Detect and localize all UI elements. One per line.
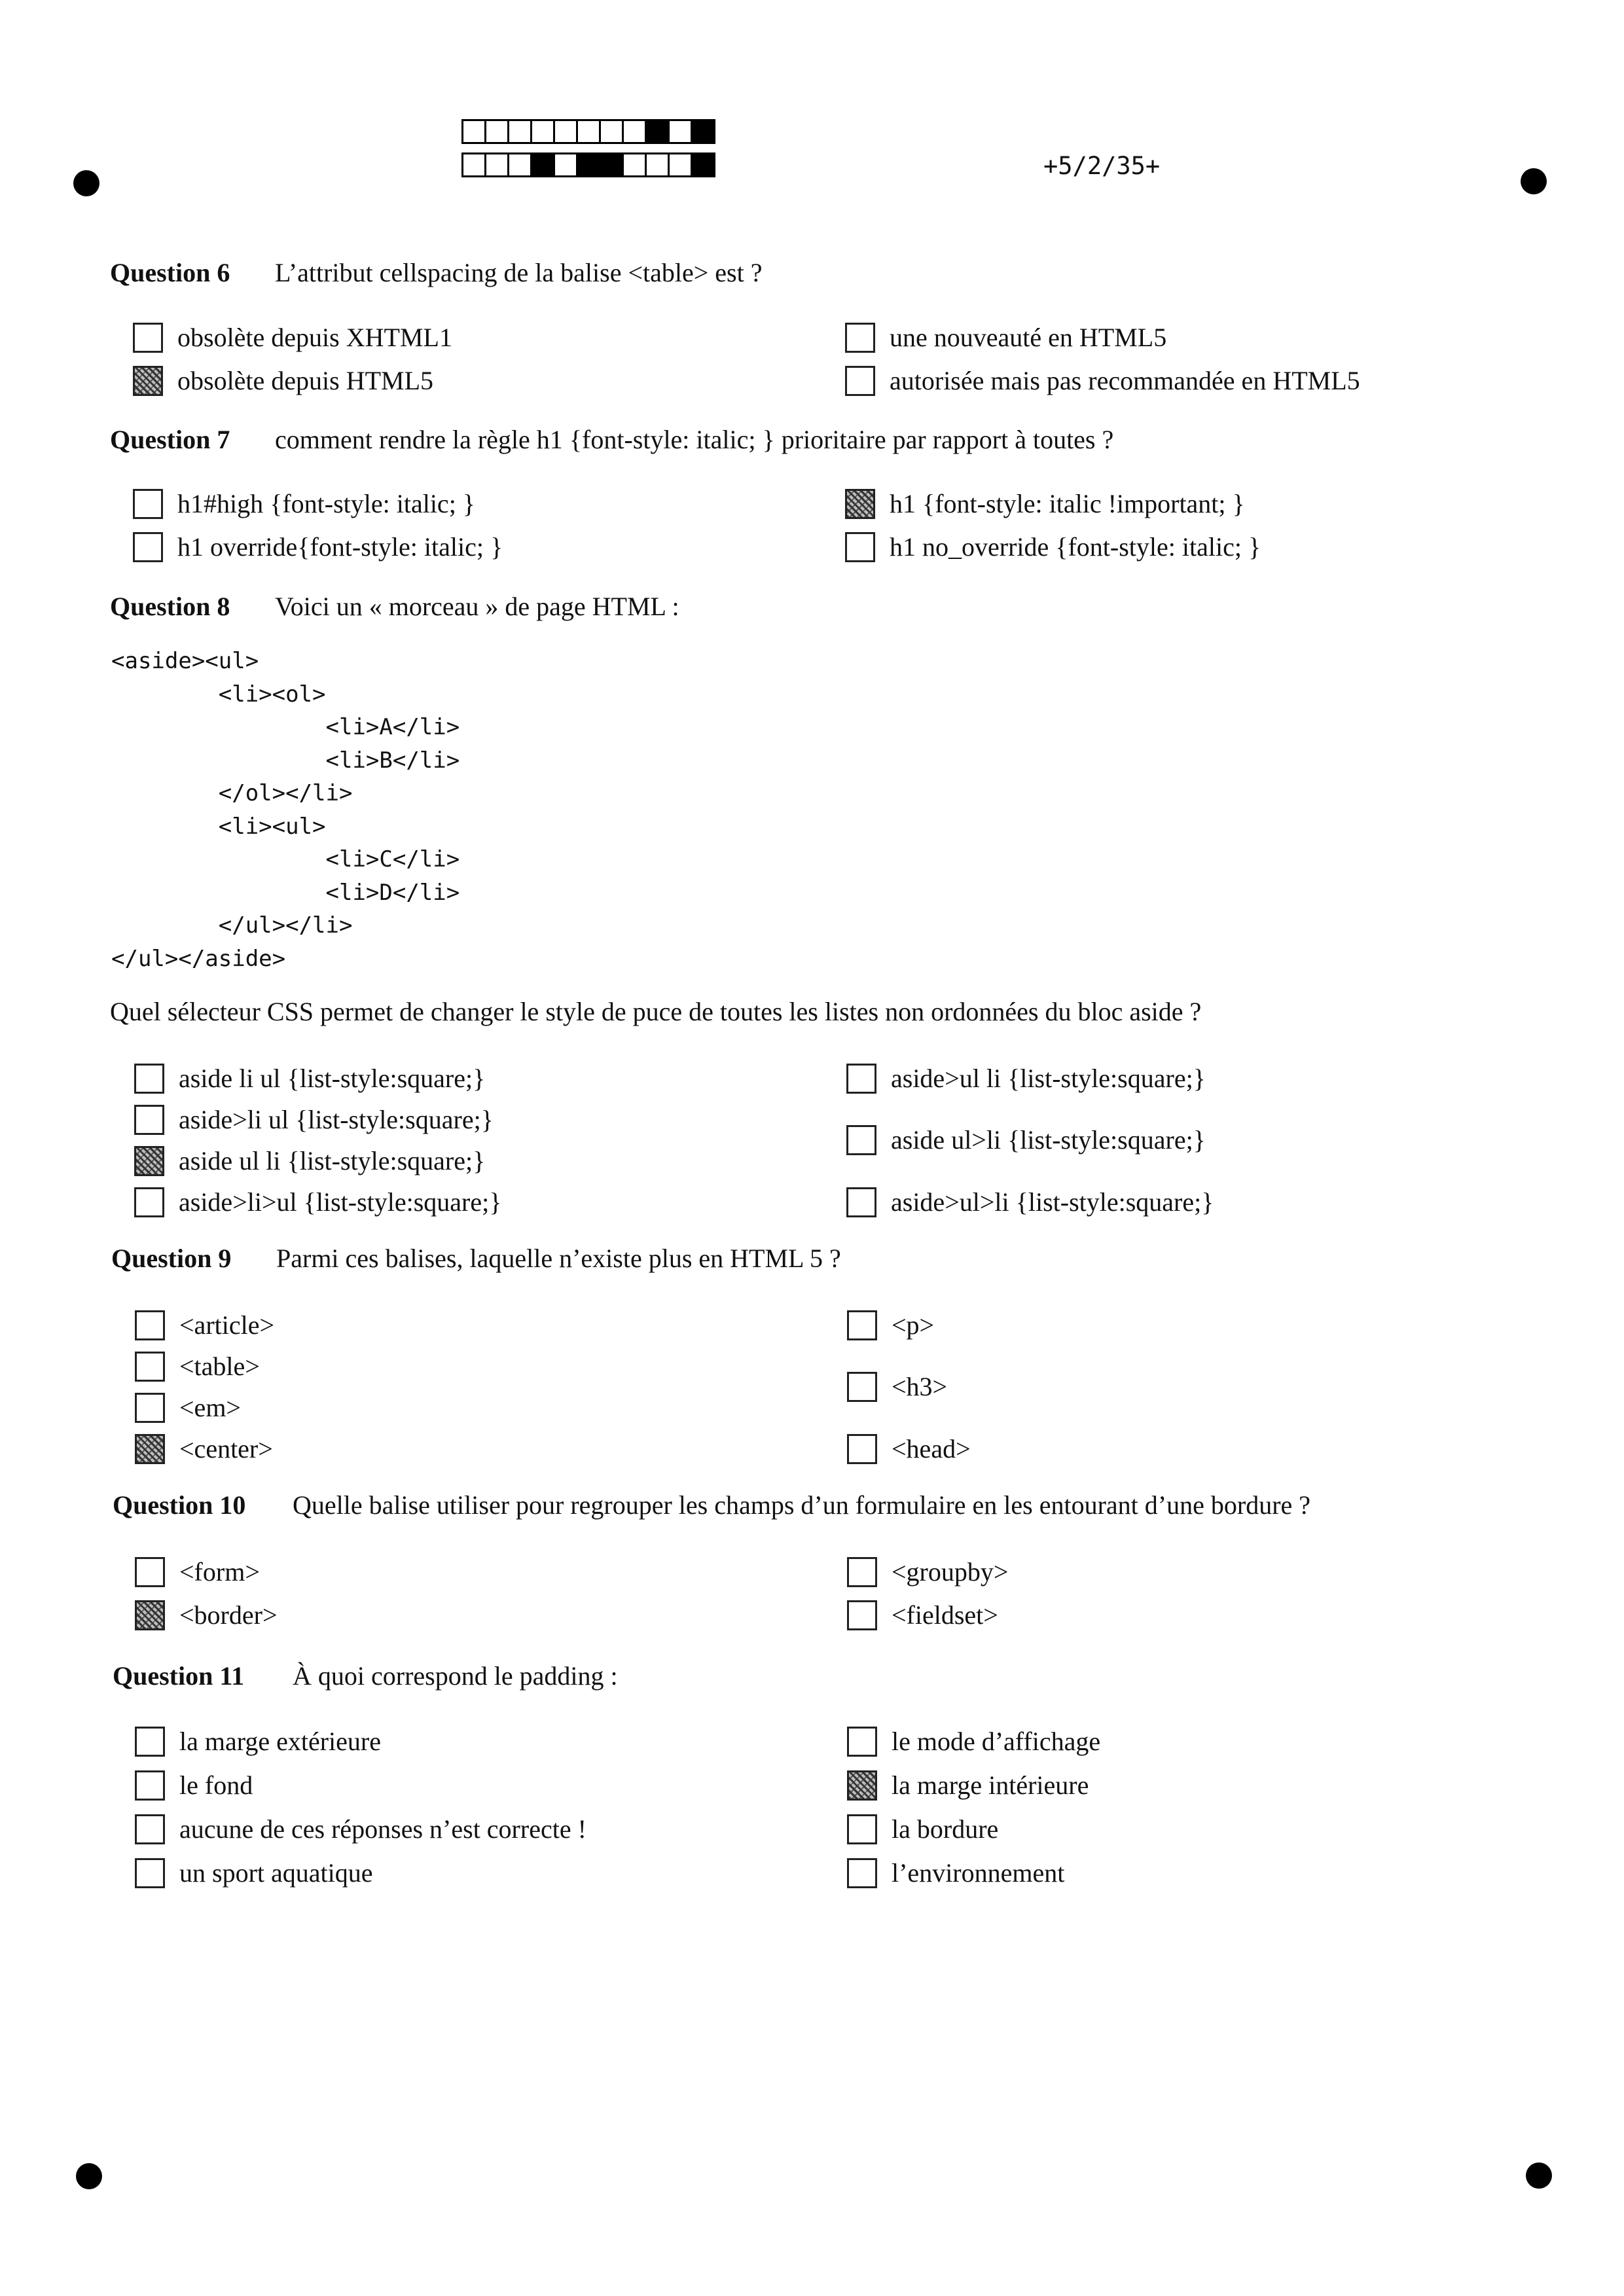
question-7-label: Question 7 <box>110 425 230 454</box>
q6-option-3-label: une nouveauté en HTML5 <box>890 323 1167 352</box>
q6-option-1-checkbox[interactable] <box>133 323 163 353</box>
q11-option-8[interactable] <box>847 1857 1064 1888</box>
barcode-cell <box>622 152 647 177</box>
q10-option-3-checkbox[interactable] <box>847 1557 877 1587</box>
question-8-text: Voici un « morceau » de page HTML : <box>275 592 679 621</box>
q8-option-4-label: aside>li>ul {list-style:square;} <box>179 1187 502 1217</box>
q9-option-1-label: <article> <box>179 1310 275 1340</box>
q7-option-3-checkbox[interactable] <box>845 489 875 519</box>
q8-option-6-label: aside ul>li {list-style:square;} <box>891 1125 1206 1155</box>
q11-option-5-label: le mode d’affichage <box>892 1727 1101 1756</box>
question-11-label: Question 11 <box>113 1661 245 1691</box>
question-6-text: L’attribut cellspacing de la balise <table> est ? <box>275 258 763 287</box>
q7-option-2-label: h1 override{font-style: italic; } <box>177 532 503 562</box>
q7-option-1[interactable] <box>133 488 475 519</box>
barcode-cell <box>622 119 647 144</box>
q11-option-3[interactable] <box>135 1814 586 1844</box>
q8-option-6[interactable] <box>846 1124 1206 1155</box>
registration-mark-top-right <box>1521 168 1547 194</box>
q11-option-1-label: la marge extérieure <box>179 1727 381 1756</box>
q8-option-3-checkbox[interactable] <box>134 1146 164 1176</box>
q8-option-2[interactable] <box>134 1104 494 1135</box>
q10-option-1-label: <form> <box>179 1557 260 1587</box>
question-10-text: Quelle balise utiliser pour regrouper les champs d’un formulaire en les entourant d’une bordure ? <box>293 1490 1311 1520</box>
q9-option-5-checkbox[interactable] <box>847 1310 877 1340</box>
barcode-cell <box>553 152 578 177</box>
barcode-cell <box>576 152 601 177</box>
q6-option-4-checkbox[interactable] <box>845 366 875 396</box>
q6-option-3[interactable] <box>845 322 1166 353</box>
q10-option-1[interactable] <box>135 1556 260 1587</box>
q11-option-4-label: un sport aquatique <box>179 1858 373 1888</box>
q6-option-3-checkbox[interactable] <box>845 323 875 353</box>
q6-option-1-label: obsolète depuis XHTML1 <box>177 323 452 352</box>
q10-option-4[interactable] <box>847 1600 998 1630</box>
q6-option-1[interactable] <box>133 322 452 353</box>
q9-option-6-checkbox[interactable] <box>847 1372 877 1402</box>
barcode-cell <box>461 119 486 144</box>
barcode-cell <box>507 119 532 144</box>
q8-option-1-label: aside li ul {list-style:square;} <box>179 1064 486 1093</box>
barcode-cell <box>645 119 670 144</box>
q8-option-5[interactable] <box>846 1063 1206 1094</box>
q9-option-4-label: <center> <box>179 1434 273 1463</box>
registration-mark-top-left <box>73 170 99 196</box>
question-11-text: À quoi correspond le padding : <box>293 1661 618 1691</box>
q7-option-3[interactable] <box>845 488 1245 519</box>
question-9-text: Parmi ces balises, laquelle n’existe plus en HTML 5 ? <box>276 1244 841 1273</box>
q9-option-1-checkbox[interactable] <box>135 1310 165 1340</box>
q7-option-4[interactable] <box>845 531 1261 562</box>
q7-option-4-label: h1 no_override {font-style: italic; } <box>890 532 1261 562</box>
question-10-heading <box>113 1490 1310 1520</box>
barcode-cell <box>599 119 624 144</box>
q11-option-6[interactable] <box>847 1770 1089 1801</box>
q8-option-1-checkbox[interactable] <box>134 1064 164 1094</box>
q8-option-6-checkbox[interactable] <box>846 1125 876 1155</box>
barcode-cell <box>691 152 715 177</box>
question-8-heading <box>110 591 679 622</box>
q8-option-1[interactable] <box>134 1063 485 1094</box>
q9-option-3[interactable] <box>135 1392 241 1423</box>
q11-option-2-label: le fond <box>179 1770 253 1800</box>
q11-option-8-label: l’environnement <box>892 1858 1065 1888</box>
q10-option-3-label: <groupby> <box>892 1557 1009 1587</box>
registration-mark-bottom-left <box>76 2163 102 2189</box>
q9-option-6-label: <h3> <box>892 1372 948 1401</box>
q10-option-4-checkbox[interactable] <box>847 1600 877 1630</box>
q10-option-2[interactable] <box>135 1600 278 1630</box>
question-11-heading <box>113 1660 618 1691</box>
q9-option-7-checkbox[interactable] <box>847 1434 877 1464</box>
q7-option-2[interactable] <box>133 531 503 562</box>
q9-option-2-label: <table> <box>179 1352 260 1381</box>
q10-option-3[interactable] <box>847 1556 1008 1587</box>
q6-option-4-label: autorisée mais pas recommandée en HTML5 <box>890 366 1360 395</box>
barcode-cell <box>668 119 693 144</box>
barcode-cell <box>576 119 601 144</box>
q7-option-1-checkbox[interactable] <box>133 489 163 519</box>
q11-option-7-label: la bordure <box>892 1814 999 1844</box>
barcode-cell <box>645 152 670 177</box>
q9-option-5-label: <p> <box>892 1310 935 1340</box>
barcode-cell <box>530 119 555 144</box>
q11-option-6-checkbox[interactable] <box>847 1770 877 1801</box>
q10-option-1-checkbox[interactable] <box>135 1557 165 1587</box>
q11-option-2-checkbox[interactable] <box>135 1770 165 1801</box>
q7-option-2-checkbox[interactable] <box>133 532 163 562</box>
q11-option-2[interactable] <box>135 1770 253 1801</box>
q10-option-2-label: <border> <box>179 1600 278 1630</box>
q11-option-7-checkbox[interactable] <box>847 1814 877 1844</box>
q7-option-1-label: h1#high {font-style: italic; } <box>177 489 475 518</box>
question-10-label: Question 10 <box>113 1490 246 1520</box>
q8-option-7[interactable] <box>846 1187 1214 1217</box>
q11-option-8-checkbox[interactable] <box>847 1858 877 1888</box>
q9-option-4-checkbox[interactable] <box>135 1434 165 1464</box>
question-6-heading <box>110 257 763 288</box>
question-8-label: Question 8 <box>110 592 230 621</box>
q8-option-4-checkbox[interactable] <box>134 1187 164 1217</box>
barcode-cell <box>461 152 486 177</box>
q9-option-7-label: <head> <box>892 1434 971 1463</box>
q11-option-1-checkbox[interactable] <box>135 1727 165 1757</box>
q8-option-7-checkbox[interactable] <box>846 1187 876 1217</box>
q8-option-2-label: aside>li ul {list-style:square;} <box>179 1105 494 1134</box>
html-code-snippet: <aside><ul> <li><ol> <li>A</li> <li>B</li> </ol></li> <li><ul> <li>C</li> <li>D</li> </ul></li> </ul></aside> <box>111 648 460 972</box>
barcode-cell <box>553 119 578 144</box>
q8-option-5-checkbox[interactable] <box>846 1064 876 1094</box>
barcode-cell <box>484 119 509 144</box>
q8-option-4[interactable] <box>134 1187 501 1217</box>
q11-option-4[interactable] <box>135 1857 373 1888</box>
barcode-cell <box>484 152 509 177</box>
q9-option-2-checkbox[interactable] <box>135 1352 165 1382</box>
q6-option-2-label: obsolète depuis HTML5 <box>177 366 434 395</box>
question-8-prompt: Quel sélecteur CSS permet de changer le style de puce de toutes les listes non ordonnées du bloc aside ? <box>110 997 1202 1026</box>
q6-option-2-checkbox[interactable] <box>133 366 163 396</box>
q8-option-3-label: aside ul li {list-style:square;} <box>179 1146 486 1175</box>
q9-option-7[interactable] <box>847 1433 971 1464</box>
barcode-row-bottom <box>461 152 713 177</box>
q8-option-3[interactable] <box>134 1145 485 1176</box>
q11-option-1[interactable] <box>135 1726 381 1757</box>
q9-option-3-checkbox[interactable] <box>135 1393 165 1423</box>
q9-option-4[interactable] <box>135 1433 273 1464</box>
q6-option-2[interactable] <box>133 365 433 396</box>
q8-option-5-label: aside>ul li {list-style:square;} <box>891 1064 1206 1093</box>
barcode-cell <box>691 119 715 144</box>
question-6-label: Question 6 <box>110 258 230 287</box>
question-7-text: comment rendre la règle h1 {font-style: italic; } prioritaire par rapport à toutes ? <box>275 425 1114 454</box>
q8-option-2-checkbox[interactable] <box>134 1105 164 1135</box>
q11-option-7[interactable] <box>847 1814 998 1844</box>
q6-option-4[interactable] <box>845 365 1360 396</box>
q9-option-3-label: <em> <box>179 1393 241 1422</box>
q9-option-6[interactable] <box>847 1371 947 1402</box>
q9-option-1[interactable] <box>135 1310 274 1340</box>
q11-option-4-checkbox[interactable] <box>135 1858 165 1888</box>
q7-option-3-label: h1 {font-style: italic !important; } <box>890 489 1245 518</box>
question-9-heading <box>111 1243 841 1274</box>
barcode-row-top <box>461 119 713 144</box>
q11-option-3-label: aucune de ces réponses n’est correcte ! <box>179 1814 586 1844</box>
q9-option-5[interactable] <box>847 1310 934 1340</box>
q8-option-7-label: aside>ul>li {list-style:square;} <box>891 1187 1214 1217</box>
q7-option-4-checkbox[interactable] <box>845 532 875 562</box>
q11-option-3-checkbox[interactable] <box>135 1814 165 1844</box>
barcode-cell <box>507 152 532 177</box>
q11-option-5[interactable] <box>847 1726 1100 1757</box>
barcode-cell <box>668 152 693 177</box>
page-id: +5/2/35+ <box>1043 152 1161 180</box>
q11-option-5-checkbox[interactable] <box>847 1727 877 1757</box>
q9-option-2[interactable] <box>135 1351 260 1382</box>
question-7-heading <box>110 424 1113 455</box>
q10-option-2-checkbox[interactable] <box>135 1600 165 1630</box>
registration-mark-bottom-right <box>1526 2162 1552 2189</box>
barcode-cell <box>599 152 624 177</box>
barcode-cell <box>530 152 555 177</box>
q10-option-4-label: <fieldset> <box>892 1600 998 1630</box>
q11-option-6-label: la marge intérieure <box>892 1770 1089 1800</box>
question-9-label: Question 9 <box>111 1244 232 1273</box>
